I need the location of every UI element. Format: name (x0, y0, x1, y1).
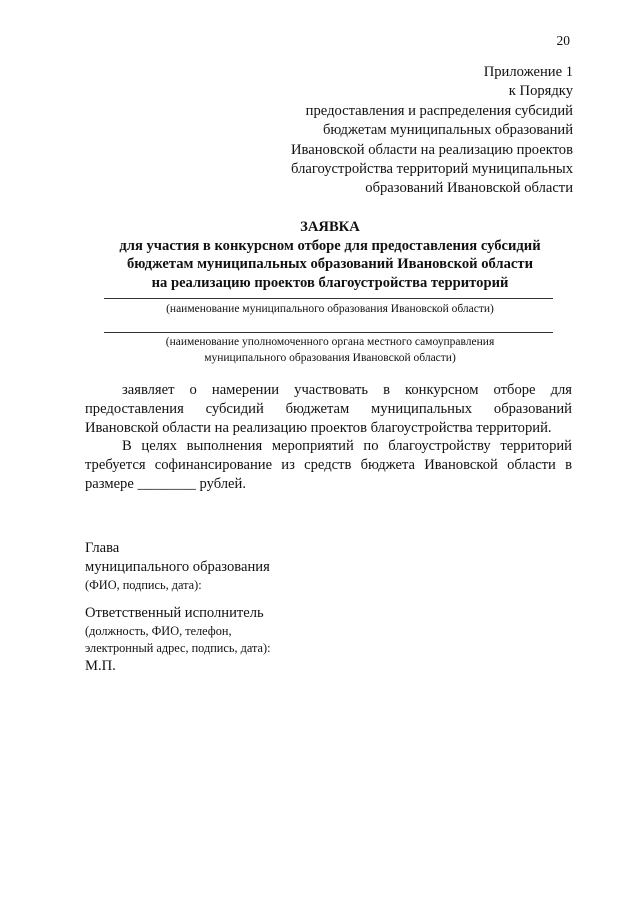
body-line: размере ________ рублей. (85, 475, 246, 492)
appendix-line: Приложение 1 (483, 64, 573, 80)
title-heading: ЗАЯВКА (300, 219, 360, 235)
appendix-line: благоустройства территорий муниципальных (291, 161, 573, 178)
appendix-line: бюджетам муниципальных образований (322, 122, 573, 139)
executor-note-line: электронный адрес, подпись, дата): (85, 641, 271, 655)
body-line: Ивановской области на реализацию проектов благоустройства территорий. (85, 419, 552, 436)
title-line: для участия в конкурсном отборе для предоставления субсидий (119, 237, 541, 254)
body-line: предоставления субсидий бюджетам муниципальных образований (85, 400, 572, 417)
appendix-line: к Порядку (508, 83, 573, 100)
body-line: заявляет о намерении участвовать в конкурсном отборе для (122, 382, 572, 398)
body-line: В целях выполнения мероприятий по благоустройству территорий (122, 438, 572, 455)
authority-name-caption (80, 335, 580, 366)
body-line: требуется софинансирование из средств бюджета Ивановской области в (85, 457, 572, 474)
caption-text: (наименование муниципального образования Ивановской области) (166, 303, 494, 315)
executor-title: Ответственный исполнитель (85, 605, 264, 621)
application-title (80, 218, 580, 292)
authority-name-line (104, 332, 553, 333)
executor-signature-block (85, 604, 385, 676)
caption-text: муниципального образования Ивановской области) (204, 351, 456, 364)
municipality-name-line (104, 298, 553, 299)
appendix-reference (213, 63, 573, 199)
page-number: 20 (556, 33, 570, 48)
head-title: Глава (85, 540, 120, 556)
appendix-line: Ивановской области на реализацию проектов (291, 141, 573, 158)
title-line: на реализацию проектов благоустройства территорий (151, 274, 509, 291)
head-signature-block (85, 539, 385, 594)
application-body (85, 381, 572, 494)
head-signature-note: (ФИО, подпись, дата): (85, 578, 202, 592)
appendix-line: предоставления и распределения субсидий (305, 102, 573, 119)
municipality-name-caption (80, 302, 580, 318)
head-title-line-2: муниципального образования (85, 559, 270, 575)
executor-note-line: (должность, ФИО, телефон, (85, 624, 232, 638)
stamp-place: М.П. (85, 658, 116, 674)
title-line: бюджетам муниципальных образований Ивановской области (127, 256, 533, 273)
caption-text: (наименование уполномоченного органа местного самоуправления (165, 336, 495, 348)
appendix-line: образований Ивановской области (365, 180, 573, 197)
